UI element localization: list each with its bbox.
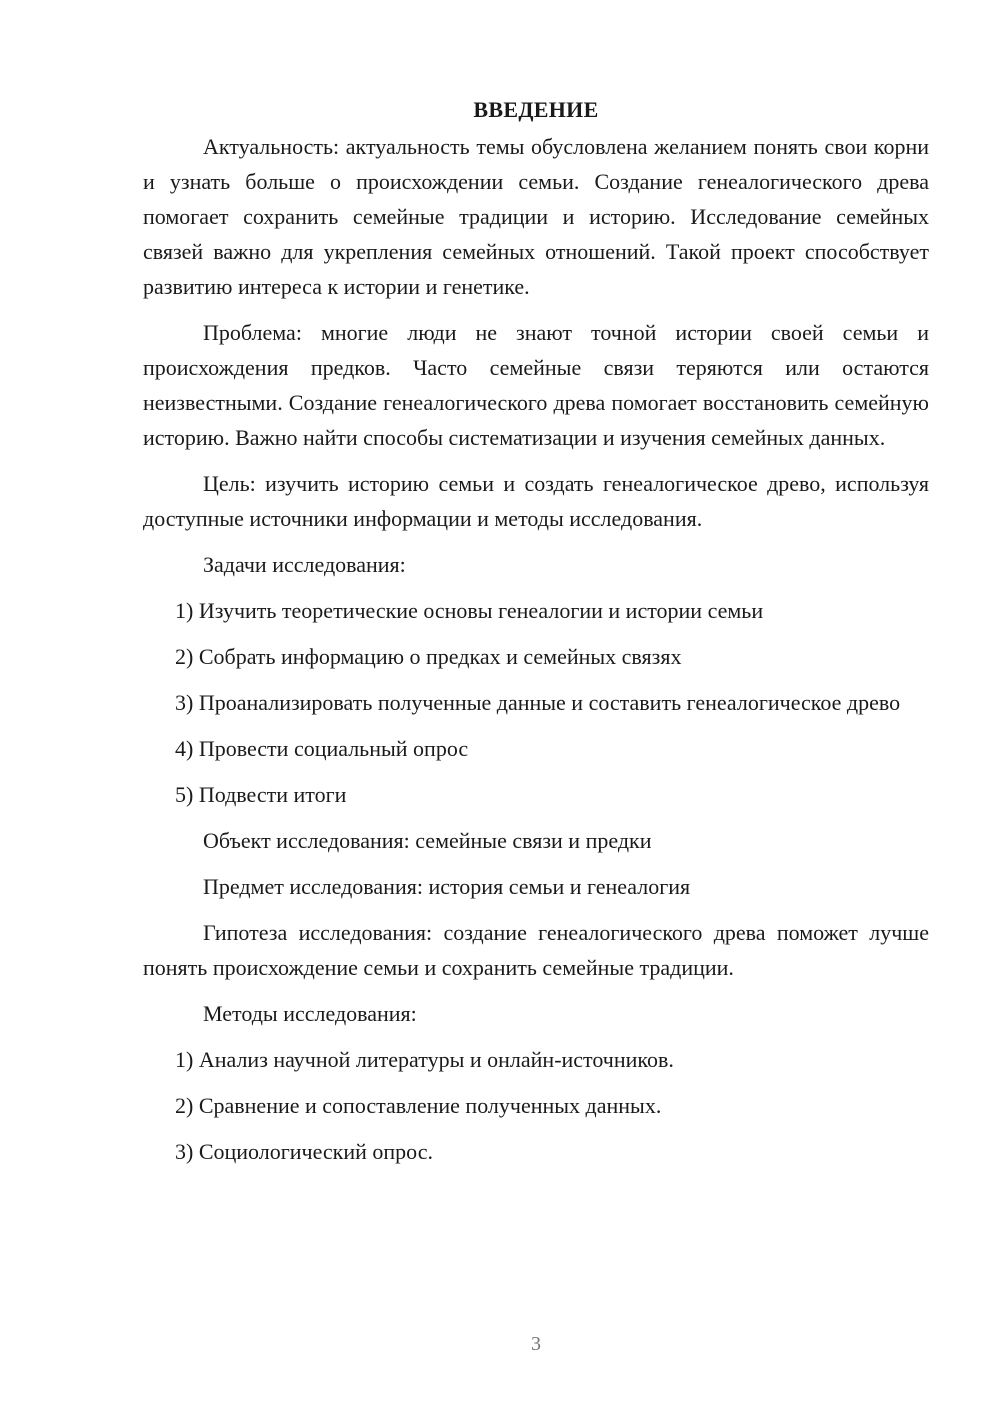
page-title: ВВЕДЕНИЕ xyxy=(473,97,599,122)
method-item: 2) Сравнение и сопоставление полученных данных. xyxy=(175,1093,662,1118)
subject-paragraph: Предмет исследования: история семьи и генеалогия xyxy=(203,874,691,899)
method-item: 1) Анализ научной литературы и онлайн-источников. xyxy=(175,1047,674,1072)
task-item: 5) Подвести итоги xyxy=(175,782,347,807)
document-page xyxy=(143,92,929,1180)
goal-paragraph: Цель: изучить историю семьи и создать генеалогическое древо, используя доступные источники информации и методы исследования. xyxy=(143,471,929,531)
task-item: 1) Изучить теоретические основы генеалогии и истории семьи xyxy=(175,598,764,623)
page-number: 3 xyxy=(531,1333,541,1355)
hypothesis-paragraph: Гипотеза исследования: создание генеалогического древа поможет лучше понять происхождение семьи и сохранить семейные традиции. xyxy=(143,920,929,980)
relevance-paragraph: Актуальность: актуальность темы обусловлена желанием понять свои корни и узнать больше о происхождении семьи. Создание генеалогического древа помогает сохранить семейные традиции и историю. Исследование семейных связей важно для укрепления семейных отношений. Такой проект способствует развитию интереса к истории и генетике. xyxy=(143,134,929,299)
task-item: 4) Провести социальный опрос xyxy=(175,736,469,761)
method-item: 3) Социологический опрос. xyxy=(175,1139,433,1164)
methods-heading: Методы исследования: xyxy=(203,1001,417,1026)
object-paragraph: Объект исследования: семейные связи и предки xyxy=(203,828,652,853)
task-item: 2) Собрать информацию о предках и семейных связях xyxy=(175,644,682,669)
problem-paragraph: Проблема: многие люди не знают точной истории своей семьи и происхождения предков. Часто семейные связи теряются или остаются неизвестными. Создание генеалогического древа помогает восстановить семейную историю. Важно найти способы систематизации и изучения семейных данных. xyxy=(143,320,929,450)
tasks-heading: Задачи исследования: xyxy=(203,552,406,577)
task-item: 3) Проанализировать полученные данные и составить генеалогическое древо xyxy=(175,690,901,715)
